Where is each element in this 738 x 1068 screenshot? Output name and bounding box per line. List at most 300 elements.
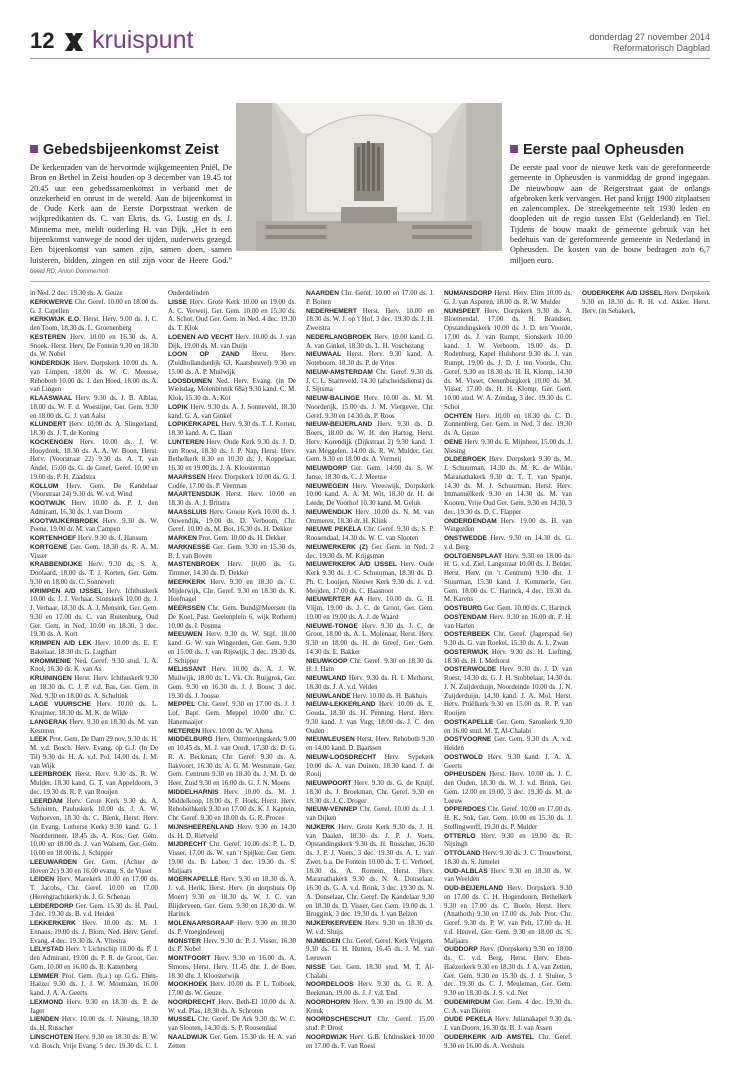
listing-services: Prot. Gem. 10.00 ds. H. Dekker bbox=[198, 535, 286, 542]
listing-entry bbox=[444, 614, 572, 632]
listing-entry bbox=[444, 999, 572, 1017]
listing-entry bbox=[444, 736, 572, 754]
listing-services: Ger. Gem. 15.30 ds. H. A. van Zetten bbox=[168, 1033, 296, 1050]
listing-services: Herv. Oude Kerk 9.30 ds. J. C. Schuurman, 18.30 ds. D. Ph. C. Looijen, Nieuwe Kerk 9.30 ds. J. v.d. Meijden, 17.00 ds. C. Haasnoot bbox=[306, 561, 434, 595]
listing-services: Herv. 9.30 ds. G. de Kruijf, 18.30 ds. J. Broekman, Chr. Geref. 9.30 en 18.30 ds. J. C. Droger bbox=[306, 780, 434, 805]
listing-services: Herv. Groote Kerk 10.00 ds. J. Ouwendijk, 19.00 ds. D. Verboom, Chr. Geref. 10.00 ds. M. Bot, 16.30 ds. H. Dekker bbox=[168, 508, 296, 534]
listing-place: NIEUWE PEKELA bbox=[306, 526, 362, 534]
listing-services: Herv. 9.30 ds. H. Liefting, 18.30 ds. H. I. Methorst bbox=[444, 648, 572, 665]
listing-entry bbox=[30, 561, 158, 587]
listing-services: Herv. 9.30 en 18.30 ds. W. van Weelden bbox=[444, 867, 572, 884]
listing-services: Herv. 't Lichtschip 10.00 ds. P. J. den Admirant, 19.00 ds. P. R. de Groot, Ger. Gem. 10.00 en 16.00 ds. R. Kattenberg bbox=[30, 946, 158, 971]
church-service-listings bbox=[30, 290, 710, 1052]
listing-place: LEIDEN bbox=[30, 876, 55, 884]
church-interior-photo-icon bbox=[236, 103, 502, 251]
listing-place: LEERDAM bbox=[30, 797, 63, 805]
listing-place: NIJKERKERVEEN bbox=[306, 920, 362, 927]
listing-services: Herv. Dorpskerk 9.30 ds. A. Bloemendal, 17.00 ds. H. Brandsen, Opstandingskerk 10.00 ds. J. D. ten Voorde, 17.00 ds. J. van Rumpt, Sionskerk 10.00 kand. J. W. Verboom, 19.00 ds. D. Rodenburg, Kapel Hulshorst 9.30 ds. J. van Rumpt, 19.00 ds. J. D. J. ten Voorde, Chr. Geref. 9.30 en 18.30 ds. H. H. Klomp, 14.30 ds. M. Visser, Oenenburgkerk 10.00 ds. M. Visser, 17.00 ds. H. H. Klomp, Ger. Gem. 10.00 stud. W. A. Zondag, 3 dec. 19.30 ds. C. Schot bbox=[444, 307, 572, 411]
listing-place: MEPPEL bbox=[168, 701, 196, 709]
listing-entry bbox=[306, 824, 434, 920]
listing-services: Chr. Geref. 10.00 en 17.00 ds. H. K. Sok, Ger. Gem. 10.00 en 15.30 ds. J. Stellingwerff, 19.30 ds. P. Mulder bbox=[444, 806, 572, 831]
listing-place: MAASSLUIS bbox=[168, 508, 207, 516]
listing-entry bbox=[582, 290, 710, 316]
listing-services: Herv. 10.00 en 18.30 ds. C. D. Zonnenberg, Ger. Gem. in Ned. 3 dec. 19.30 ds. A. Geuze bbox=[444, 412, 572, 437]
listing-entry bbox=[306, 658, 434, 676]
listing-place: ONSTWEDDE bbox=[444, 535, 487, 542]
listing-services: Herst. Herv. 9.00 ds. J. C. den Toom, 18.30 ds. L. Groenenberg bbox=[30, 316, 158, 332]
listing-place: NIEUWAAL bbox=[306, 351, 342, 359]
listing-entry bbox=[30, 771, 158, 797]
listing-entry bbox=[30, 334, 158, 360]
listing-place: OUD-BEIJERLAND bbox=[444, 885, 503, 892]
listing-entry bbox=[306, 701, 434, 736]
listing-services: Herst. Herv. (Zuidhollandsedijk 63, Kaatsheuvel) 9.30 en 15.00 ds. A. P. Muilwijk bbox=[168, 351, 296, 376]
listing-place: MEERKERK bbox=[168, 578, 206, 586]
listing-place: NIEUWE-TONGE bbox=[306, 622, 358, 630]
listing-place: KOOTWIJKERBROEK bbox=[30, 517, 99, 525]
listing-entry bbox=[168, 789, 296, 824]
listing-entry bbox=[444, 666, 572, 719]
listing-place: OTTERLO bbox=[444, 832, 476, 840]
listing-services: Herv. 10.00 ds. M. J. Ennaus, 19.00 ds. J. Blom, Ned. Herv. Geref. Evang. 4 dec. 19.30 ds. A. Vliestra bbox=[30, 920, 158, 945]
listing-entry bbox=[168, 404, 296, 422]
listing-entry bbox=[444, 413, 572, 439]
listing-place: OOSTWOLD bbox=[444, 753, 483, 761]
listing-place: KOOTWIJK bbox=[30, 500, 66, 507]
listing-entry bbox=[30, 946, 158, 972]
listing-services: Herv. 10.00 ds. A. Slingerland, 18.30 ds. J. T. de Koning bbox=[30, 421, 158, 437]
listing-entry bbox=[30, 1016, 158, 1034]
listing-place: LOPIK bbox=[168, 403, 189, 411]
listing-entry bbox=[30, 736, 158, 771]
listing-services: Herv. 9.30 en 19.00 ds. M. Kreuk bbox=[306, 998, 434, 1015]
listing-services: Chr. Geref. Geref. Kerk Vrijgem. 9.30 ds. G. H. Hutten, 16.45 ds. J. M. van Leeuwen bbox=[306, 937, 434, 962]
listing-services: Ned. Herv. Evang. (in De Wielsdag, Molenbinnik 68a) 9.30 kand. C. M. Klok, 15.30 ds. A. Kot bbox=[168, 377, 296, 402]
listing-entry bbox=[306, 623, 434, 658]
listing-entry bbox=[306, 369, 434, 395]
listing-services: Ger. Gem. 9.30 en 15.30 ds. B. J. van Boven bbox=[168, 543, 296, 560]
listing-entry bbox=[444, 1016, 572, 1034]
listing-place: NIEUWLAND bbox=[306, 675, 347, 682]
listing-services: Herv. 10.00 ds. J. W. Hooydonk, 18.30 ds. A. A. W. Boon, Herst. Herv. (Voorstraat 22) 9.30 ds. A. T. van Andel, 15.00 ds. G. de Greef, Geref. 10.00 en 19.00 ds. P. H. Zaadstra bbox=[30, 438, 158, 481]
listing-entry bbox=[30, 719, 158, 737]
listing-place: KLUNDERT bbox=[30, 421, 67, 429]
listing-services: Herv. 10.00 ds. P. J. den Admirant, 16.30 ds. J. van Doorn bbox=[30, 500, 158, 516]
article-body: De kerkenraden van de hervormde wijkgemeenten Pniël, De Bron en Bethel in Zeist houden op 3 december van 19.45 tot 20.45 uur een gebedssamenkomst in verband met de onzekerheid en onrust in de wereld. Aan de bijeenkomst in de Oude Kerk aan de Eerste Dorpsstraat werken de wijkpredikanten ds. C. van Ekris, ds. G. Lustig en ds. J. Minnema mee, meldt ouderling H. van Dijk. „Het is een bijeenkomst vanwege de nood der tijden, ouderwets gezegd. Een bijeenkomst van samen zijn, samen doen, samen luisteren, bidden, zingen en stil zijn voor de Heere God.” beeld RD, Anton Dommerholt bbox=[30, 163, 232, 275]
listing-services: Chr. Geref. 9.30 en 17.00 ds. J. J. Lof, Bapt. Gem. Meppel 10.00 dhr. C. Hanemaaijer bbox=[168, 701, 296, 726]
listing-entry bbox=[306, 421, 434, 465]
listing-services: Ger. Gem. (Achter de Hoven 2c) 9.30 en 16.00 evang. S. de Visser bbox=[30, 858, 158, 875]
listing-services: Herv. Dorpskerk 10.00 ds. G. J. Codée, 17.00 ds. P. Veerman bbox=[168, 473, 296, 490]
listing-services: Herv. 10.00 ds. L. Kruijmer, 18.30 ds. M. K. de Wilde bbox=[30, 701, 158, 717]
listing-place: MARKEN bbox=[168, 535, 197, 542]
article-gebedsbijeenkomst bbox=[30, 142, 232, 310]
listing-entry bbox=[30, 316, 158, 334]
listing-services: Chr. Geref. 9.30 en 18.30 ds. H. J. Ham bbox=[306, 657, 434, 674]
listing-entry bbox=[444, 885, 572, 946]
listing-services: Herv. 9.30 en 14.30 ds. H. D. Rietveld bbox=[168, 823, 296, 840]
listing-place: OUD-ALBLAS bbox=[444, 867, 488, 875]
listing-entry bbox=[30, 876, 158, 902]
section-divider bbox=[30, 281, 710, 282]
listing-place: NOORDELOOS bbox=[306, 981, 354, 989]
listing-place: LEEK bbox=[30, 736, 48, 744]
listing-place: NAARDEN bbox=[306, 290, 339, 297]
listing-entry bbox=[168, 1034, 296, 1052]
listing-place: MEEUWEN bbox=[168, 631, 203, 639]
listing-services: Herv. 9.30 ds. J. B. Alblas, 18.00 ds. W. F. d. Woestijne, Ger. Gem. 9.30 en 18.00 ds. G. J. van Aalst bbox=[30, 395, 158, 420]
listing-services: Herst. Herv. Ichthuskerk 9.30 en 18.30 ds. C. J. P. v.d. Bas, Ger. Gem. in Ned. 9.30 en 18.00 ds. A. Schultink bbox=[30, 675, 158, 700]
listing-services: Chr. Geref. 10.00 en 17.00 ds. J. P. Boiten bbox=[306, 290, 434, 306]
listing-services: Herv. Ontmoetingskerk 9.00 en 10.45 ds. M. J. van Oordt, 17.30 ds. D. G. R. A. Beckman, Chr. Geref. 9.30 ds. A. Ilakvoort, 16.30 ds. A. G. M. Weststrate, Ger. Gem. Centrum 9.30 en 18.30 ds. J. M. D. de Heer, Zuid 9.30 en 16.00 ds. G. J. N. Moens bbox=[168, 736, 296, 787]
listing-services: Herv. 9.30 en 18.00 ds. H. G. v.d. Ziel, Langstraat 10.00 ds. J. Belder, Herst. Herv. (in 't Centrum) 9.30 dhr. J. Stuurman, 15.30 kand. J. Kommerie, Ger. Gem. 18.00 ds. C. Harinck, 4 dec. 19.30 ds. M. Karens bbox=[444, 552, 572, 604]
listing-services: Herv. Ichthuskerk 10.00 ds. J. J. Verhaar, Sionskerk 10.00 ds. J. J. Verhaar, 18.30 ds. A. J. Mensink, Ger. Gem. 9.30 en 17.00 ds. C. van Ruitenburg, Oud Ger. Gem. in Ned. 10.00 en 18.30, 3 dec. 19.30 ds. A. Kort bbox=[30, 587, 158, 639]
listing-entry bbox=[444, 946, 572, 999]
listing-place: OPPERDOES bbox=[444, 806, 486, 814]
listing-entry bbox=[306, 526, 434, 544]
church-interior-photo bbox=[236, 103, 502, 251]
photo-credit: beeld RD, Anton Dommerholt bbox=[30, 268, 109, 275]
listing-entry bbox=[306, 465, 434, 483]
listing-services: Herv. Gem. De Kandelaar (Voorstraat 24) 9.30 ds. W. v.d. Wind bbox=[30, 482, 158, 499]
listing-services: Herv. 9.30 ds. J. D. van Roest, 14.30 ds. G. J. H. Stobbelaar, 14.30 ds. J. N. Zuijderduijn, Noordeinde 10.00 ds. J. N. Zuijderduijn, 14.30 kand. J. A. Mol, Herst. Herv. Pniëlkerk 9.30 en 15.00 ds. R. P. van Rooijen bbox=[444, 666, 572, 717]
listing-entry bbox=[30, 544, 158, 562]
listing-entry bbox=[306, 395, 434, 421]
listing-entry bbox=[168, 736, 296, 789]
listing-services: Herv. 9.30 ds. J. Hansum bbox=[77, 535, 148, 542]
listing-services: Chr. Geref. 10.00 ds. P. L. D. Visser, 17.00 ds. W. van 't Spijker, Ger. Gem. 19.00 ds. B. Labee, 3 dec. 19.30 ds. S. Maljaars bbox=[168, 841, 296, 875]
listing-services: Herv. 10.00 ds. G. Timmer, 14.30 ds. D. Dekker bbox=[168, 561, 296, 577]
listing-place: LOENEN A/D VECHT bbox=[168, 333, 234, 341]
listing-place: OUDEMIRDUM bbox=[444, 998, 491, 1006]
bullet-square-icon bbox=[30, 145, 38, 153]
listing-services: Herv. 9.30 en 16.00 dr. P. H. van Harten bbox=[444, 613, 572, 630]
listing-place: KROMMENIE bbox=[30, 657, 72, 665]
listing-services: Herv. 9.30 en 18.30 ds. M. van Kesteren bbox=[30, 718, 158, 735]
listing-place: MONSTER bbox=[168, 937, 201, 945]
listing-services: Herv. Grote Kerk 9.30 ds. J. H. van Daalen, 18.30 ds. J. P. J. Voets, Opstandingskerk 9.30 ds. H. Russcher, 16.30 ds. J. P. J. Voets, 3 dec. 19.30 ds. A. L. van Zwet, b.a. De Fontein 10.00 ds. T. C. Verhoef, 18.30 ds. A. Romein, Herst. Herv. Maranathakerk 9.30 ds. N. A. Donselaar, 16.30 ds. G. A. v.d. Brink, 3 dec. 19.30 ds. N. A. Donselaar, Chr. Geref. De Kandelaar 9.30 en 18.30 ds. D. Visser, Ger. Gem. 19.00 ds. J. Bruggink, 3 dec. 19.30 ds. J. van Belzen bbox=[306, 823, 434, 919]
listing-entry bbox=[30, 588, 158, 641]
listing-place: MARKNESSE bbox=[168, 543, 211, 551]
listing-place: OLDEBROEK bbox=[444, 456, 487, 464]
listing-services: Herv. Oude Kerk 9.30 ds. J. D. van Roest, 18.30 ds. J. P. Nap, Herst. Herv. Bethelkerk 8.30 en 10.30 ds. J. Koppelaar, 16.30 en 19.00 ds. J. A. Kloosterman bbox=[168, 438, 296, 472]
listing-services: Herv. 9.30 en 18.30 ds. A. J. v.d. Herik, Herst. Herv. (in dorpshuis Op Moerr) 9.30 en 18.30 ds. W. J. C. van Blijderveen, Ger. Gem. 9.30 en 18.30 ds. W. Harinck bbox=[168, 876, 296, 919]
listing-entry bbox=[444, 518, 572, 536]
listing-place: NUNSPEET bbox=[444, 307, 480, 315]
listing-services: Herv. 9.30 ds. J. C. Trouwborst, 18.30 ds. S. Jumelet bbox=[444, 850, 572, 866]
listing-services: Herv. 10.00 ds. J. van Dijk, 19.00 ds. M. van Duijn bbox=[168, 333, 296, 350]
article-eerste-paal bbox=[510, 142, 710, 310]
listing-entry bbox=[168, 535, 296, 544]
listing-services: Herv. 9.30 ds. H. I. Methorst, 18.30 ds. J. A. v.d. Velden bbox=[306, 675, 434, 691]
listing-entry bbox=[168, 299, 296, 334]
listing-place: KRIMPEN A/D IJSSEL bbox=[30, 587, 103, 595]
listing-place: OOSTENDAM bbox=[444, 613, 487, 621]
listing-entry bbox=[168, 999, 296, 1017]
listing-place: NIEUW-LEKKERLAND bbox=[306, 701, 376, 709]
listing-entry bbox=[306, 806, 434, 824]
listing-entry bbox=[444, 1034, 572, 1052]
listing-entry bbox=[30, 658, 158, 676]
listing-entry bbox=[168, 561, 296, 579]
listing-place: NEDERLANGBROEK bbox=[306, 333, 372, 341]
listing-entry bbox=[168, 351, 296, 377]
listing-place: KOCKENGEN bbox=[30, 438, 73, 446]
listing-services: Chr. Geref. De Ark 9.30 ds. W. C. van Slooten, 14.30 ds. S. P. Roosendaal bbox=[168, 1016, 296, 1032]
listing-entry bbox=[444, 850, 572, 868]
listing-entry bbox=[444, 631, 572, 649]
listing-services: Herv. Beth-El 10.00 ds. A. W. v.d. Plas, 18.30 ds. A. Schroten bbox=[168, 998, 296, 1015]
listing-place: NIEUW-LOOSDRECHT bbox=[306, 753, 377, 761]
listing-place: OTTOLAND bbox=[444, 850, 481, 857]
listing-services: Chr. Geref. 10.00 en 18.00 ds. G. J. Capellen bbox=[30, 298, 158, 315]
listing-place: KRABBENDIJKE bbox=[30, 561, 83, 569]
listing-services: Herv. (Dorpskerk) 9.30 en 18.00 ds. C. v.d. Berg, Herst. Herv. Eben-Haëzerkerk 9.30 en 18.30 ds. J. A. van Zetten, Ger. Gem. 9.30 en 15.30 ds. J. J. Sluiter, 3 dec. 19.30 ds. C. J. Meuleman, Ger. Gem. 9.30 en 18.30 ds. J. S. v.d. Net bbox=[444, 946, 572, 997]
listing-services: Herv. 9.30 kand. J. A. A. Geerts bbox=[444, 753, 572, 770]
listing-entry bbox=[306, 754, 434, 780]
listing-place: OOSTERBEEK bbox=[444, 631, 491, 639]
bullet-square-icon bbox=[510, 145, 518, 153]
listing-place: NISSE bbox=[306, 963, 326, 971]
listing-services: Chr. Geref. 9.30 ds. S. P. Roosendaal, 14.30 ds. W. C. van Slooten bbox=[306, 526, 434, 542]
listing-services: Ger. Gem. 18.30 stud. M. T. Al-Chalabi bbox=[306, 963, 434, 980]
listing-place: KOLLUM bbox=[30, 482, 59, 490]
listing-entry bbox=[444, 535, 572, 553]
listing-entry bbox=[444, 649, 572, 667]
listing-services: Ger. Gem. 18.30 ds. R. A. M. Visser bbox=[30, 543, 158, 560]
listing-place: NOORDRECHT bbox=[168, 998, 216, 1006]
listing-place: NIEUWERKERK A/D IJSSEL bbox=[306, 561, 397, 569]
page-number: 12 bbox=[30, 28, 55, 53]
listing-services: Herv. 10.00 ds. M. J. Middelkoop, 18.00 ds. F. Hoek, Herst. Herv. Rehobothkerk 9.30 en 17.00 ds. K. J. Kaptein, Chr. Geref. 9.30 en 18.00 ds. G. R. Procee bbox=[168, 788, 296, 822]
listing-entry bbox=[306, 920, 434, 938]
listing-entry bbox=[168, 631, 296, 666]
listing-entry bbox=[306, 675, 434, 693]
cross-logo-icon bbox=[62, 30, 86, 54]
listing-entry bbox=[30, 421, 158, 439]
listing-services: Herst. Herv. 10.00 en 18.30 ds. W. J. op 't Hof, 3 dec. 19.30 ds. J. H. Zweistra bbox=[306, 307, 434, 332]
listing-place: ONDERDENDAM bbox=[444, 517, 497, 525]
listing-entry bbox=[444, 439, 572, 457]
listing-entry bbox=[168, 981, 296, 999]
listing-entry bbox=[306, 964, 434, 982]
listing-place: LOOSDUINEN bbox=[168, 377, 212, 385]
listing-entry bbox=[168, 876, 296, 920]
listing-services: Herst. Herv. 9.30 kand. A. Noteboom, 18.30 ds. P. de Vries bbox=[306, 351, 434, 367]
listing-place: MOERKAPELLE bbox=[168, 876, 219, 884]
listing-place: OUDDORP bbox=[444, 946, 478, 954]
listing-place: OUDERKERK A/D AMSTEL bbox=[444, 1033, 534, 1041]
listing-services: Ger. Gem. 4 dec. 19.30 ds. C. A. van Dieren bbox=[444, 998, 572, 1015]
listing-services: Herv. Julianakapel 9.30 ds. J. van Doorn, 16.30 ds. B. J. van Assen bbox=[444, 1016, 572, 1032]
listing-entry bbox=[168, 728, 296, 737]
listing-services: Herv. 19.00 ds. H. van Wingerden bbox=[444, 517, 572, 534]
listing-entry bbox=[168, 509, 296, 535]
listing-services: Chr. Geref. 10.00 ds. J. J. van Dijken bbox=[306, 806, 434, 822]
listing-entry bbox=[306, 981, 434, 999]
listing-services: Chr. Geref. (Jagerspad 6e) 9.30 ds. G. van Roekel, 15.30 ds. A. L. Zwan bbox=[444, 631, 572, 647]
listing-entry bbox=[444, 308, 572, 413]
listing-services: Herst. Herv. 10.00 ds. J. C. den Ouden, 18.30 ds. W. J. v.d. Brink, Ger. Gem. 12.00 en 19.00, 3 dec. 19.30 ds. M. de Leeuw bbox=[444, 771, 572, 805]
listing-entry bbox=[444, 771, 572, 806]
listing-place: LOPIKERKAPEL bbox=[168, 421, 220, 429]
listing-entry bbox=[30, 903, 158, 921]
listing-entry bbox=[168, 955, 296, 981]
listing-services: Herv. 9.30 ds. W. Peene, 19.00 dr. M. van Campen bbox=[30, 517, 158, 534]
listing-place: MAARTENSDIJK bbox=[168, 491, 221, 499]
listing-entry bbox=[30, 999, 158, 1017]
listing-entry bbox=[306, 1034, 434, 1052]
listing-place: LIENDEN bbox=[30, 1016, 59, 1024]
listing-place: NIEUWEGEIN bbox=[306, 482, 349, 490]
listing-entry bbox=[306, 483, 434, 509]
listing-services: Herv. 9.30 dr. P. J. Visser, 16.30 ds. P. Nobel bbox=[168, 937, 296, 954]
listing-entry bbox=[444, 553, 572, 606]
listing-entry bbox=[30, 798, 158, 859]
listing-place: KINDERDIJK bbox=[30, 360, 71, 367]
listing-entry bbox=[306, 351, 434, 369]
listing-place: MAARSSEN bbox=[168, 473, 206, 481]
listing-place: LOON OP ZAND bbox=[168, 351, 240, 359]
listing-place: NOORDSCHESCHUT bbox=[306, 1016, 372, 1024]
listing-place: LEKKERKERK bbox=[30, 920, 76, 927]
listing-entry bbox=[168, 334, 296, 352]
listing-entry bbox=[306, 561, 434, 596]
listing-services: Herv. Marekerk 10.00 en 17.00 ds. T. Jacobs, Chr. Geref. 10.00 en 17.00 (Herengrachtkerk) ds. J. G. Schenau bbox=[30, 876, 158, 901]
listing-entry bbox=[306, 308, 434, 334]
listing-services: Herv. Grote Kerk 9.30 ds. A. Schreiten, Pauluskerk 10.00 ds. J. A. W. Verhoeven, 18.30 ds. C. Blenk, Herst. Herv. (in Evang. Lutherse Kerk) 9.30 kand. G. J. Noordermeer, 18.45 ds. A. Kos, Ger. Gem. 10.00 en 18.00 ds. J. van Walsem, Ger. Gem. 10.00 en 18.00 ds. J. Schipper bbox=[30, 797, 158, 857]
listing-place: MIDDELHARNIS bbox=[168, 788, 219, 796]
listing-services: Chr. Geref. 9.30 ds. J. C. L. Starreveld, 14.30 (afscheidsdienst) ds. J. Sijtsma bbox=[306, 368, 434, 394]
listing-entry bbox=[30, 439, 158, 483]
listing-place: NIEUWENDIJK bbox=[306, 508, 353, 516]
listing-services: Herv. 9.30 ds. G. R. A. Beekman, 19.00 ds. J. J. v.d. End bbox=[306, 981, 435, 997]
listing-services: Herv. 10.00 ds. W. Altena bbox=[201, 727, 273, 735]
listing-services: Chr. Geref. 9.30 en 16.00 ds. A. Vershuis bbox=[444, 1033, 572, 1050]
listing-entry bbox=[444, 754, 572, 772]
listing-place: OUDERKERK A/D IJSSEL bbox=[582, 290, 663, 297]
listing-entry bbox=[168, 841, 296, 876]
listing-entry bbox=[168, 824, 296, 842]
listing-services: Ger. Gem. 14.00 ds. S. W. Janse, 18.30 ds. C. J. Meeuse bbox=[306, 465, 434, 481]
listing-entry bbox=[306, 544, 434, 562]
listing-entry bbox=[30, 920, 158, 946]
listing-place: OOSTVOORNE bbox=[444, 736, 492, 744]
listing-services: Ger. Gem. 10.00 ds. C. Harinck bbox=[483, 605, 572, 612]
listing-place: LAGE VUURSCHE bbox=[30, 701, 92, 709]
listing-services: Herv. 10.00 ds. E. F. Bakelaar, 18.30 ds. G. Lugthart bbox=[30, 640, 158, 656]
listing-services: Herv. 9.30 ds. T. J. Korten, 18.30 kand. A. C. Ilaan bbox=[168, 421, 296, 437]
listing-place: OOSTKAPELLE bbox=[444, 718, 494, 726]
listing-services: Herv. 10.00 en 16.30 ds. A. Snoek. Herst. Herv. De Fontein 9.30 en 18.30 ds. W. Nobel bbox=[30, 333, 158, 359]
listing-services: Prot. Gem. De Dam 29 nov. 9.30 ds. H. M. v.d. Bosch. Herv. Evang. op G.J. (In De Til) 9.30 ds. H. A. v.d. Pol, 14.00 ds. J. M. van Wijk bbox=[30, 736, 158, 770]
listing-entry bbox=[444, 456, 572, 517]
listing-entry bbox=[30, 859, 158, 877]
listing-entry bbox=[168, 491, 296, 509]
listing-services: Herst. Herv. 9.30 ds. R. W. Mulder, 18.30 kand. G. T. van Appeldoorn, 3 dec. 19.30 ds. R. P. van Rooijen bbox=[30, 771, 158, 796]
listing-services: Herv. Sypekerk 10.00 ds. A. van Duinen, 18.30 kand. J. de Rooij bbox=[306, 753, 434, 779]
listing-services: Herst. Herv. Rehoboth 9.30 en 14.00 kand. D. Baarssen bbox=[306, 736, 434, 752]
listing-entry bbox=[306, 938, 434, 964]
listing-entry bbox=[306, 693, 434, 702]
listing-entry bbox=[30, 518, 158, 536]
article-title: Gebedsbijeenkomst Zeist bbox=[30, 142, 232, 158]
listing-place: NIEUW-VENNEP bbox=[306, 806, 358, 814]
listing-entry bbox=[168, 579, 296, 605]
listing-services: Herv. Dorpskerk 10.00 ds. A. van Limpen, 18.00 ds. W. C. Meeuse, Rehoboth 10.00 ds. J. den Hoed, 18.00 ds. A. van Lingen bbox=[30, 360, 158, 394]
listing-services: Herv. Grote Kerk 10.00 en 19.00 ds. A. C. Verweij. Ger. Gem. 10.00 en 15.30 ds. A. Schot, Oud Ger. Gem. in Ned. 4 dec. 19.30 ds. T. Klok bbox=[168, 298, 296, 332]
listing-place: NIEUWERKERK (Z) bbox=[306, 543, 368, 551]
listing-place: NIJMEGEN bbox=[306, 937, 341, 945]
listing-place: LELYSTAD bbox=[30, 946, 64, 954]
listing-entry bbox=[30, 299, 158, 317]
listing-services: Herv. 9.30 ds. J. C. de Groot, 18.00 ds. A. L. Molenaar, Herst. Herv. 9.30 en 18.00 ds. H. de Greef, Ger. Gem. 14.30 ds. E. Bakker bbox=[306, 622, 434, 656]
listing-place: OPHEUSDEN bbox=[444, 771, 486, 779]
listing-place: NEDERHEMERT bbox=[306, 307, 357, 315]
listing-services: Herv. 10.00 ds. A. J. W. Muilwijk, 18.00 ds. L. Vk. Ch. Ruijgrok, Ger. Gem. 9.30 en 16.30 ds. J. J. Bouw, 3 dec. 19.30 ds. J. Joosse bbox=[168, 666, 296, 700]
listing-place: NIEUW-BEIJERLAND bbox=[306, 421, 373, 429]
listing-entry bbox=[168, 378, 296, 404]
listing-services: Herv. 10.00 ds. G. H. Vlijm, 19.00 ds. J. C. de Groot, Ger. Gem. 10.00 en 19.00 ds. A. J. de Waard bbox=[306, 596, 434, 621]
listing-place: NAALDWIJK bbox=[168, 1033, 208, 1041]
listing-services: Herv. 9.30 ds. W. Stijf, 18.00 kand. G. W. van Wingerden, Ger. Gem. 9.30 en 15.00 ds. J. van Rijswijk, 3 dec. 19.30 ds. J. Schipper bbox=[168, 631, 296, 665]
listing-entry bbox=[30, 675, 158, 701]
listing-entry bbox=[306, 999, 434, 1017]
listing-services: Herv. 10.00 ds. H. Bakhuis bbox=[352, 692, 428, 700]
listing-services: Ger. Gem. 15.30 ds. H. Paul, 3 dec. 19.30 ds. B. v.d. Heiden bbox=[30, 902, 158, 919]
listing-entry bbox=[30, 360, 158, 395]
listing-services: Herv. Dorpskerk 9.30 ds. M. J. Schuurman, 14.30 ds. M. K. de Wilde, Maranathakerk 9.30 dr. T. T. van Spanje, 14.30 ds. M. J. Schuurman, Herst. Herv. Immanuëlkerk 9.30 en 14.30 ds. M. van Kooten, Vrije Oud Ger. Gem. 9.30 en 14.30, 3 dec. 19.30 ds. D. C. Flapper bbox=[444, 456, 572, 516]
listing-place: LEMMER bbox=[30, 972, 59, 980]
listing-entry bbox=[30, 483, 158, 501]
listing-entry bbox=[30, 701, 158, 719]
listing-services: Ger. Gem. Saronkerk 9.30 en 16.00 stud. M. T. Al-Chalabi bbox=[444, 718, 572, 735]
listing-place: KLAASWAAL bbox=[30, 395, 73, 402]
listing-services: Herv. 9.30 ds. S. A. Doolaard, 18.00 ds. T. J. Korten, Ger. Gem. 9.30 en 18.00 ds. C. Sonnevelt bbox=[30, 561, 158, 586]
listing-place: KRUININGEN bbox=[30, 675, 72, 682]
listing-services: Herv. Vreeswijk, Dorpskerk 10.00 kand. A. A. M. Wit, 18.30 dr. H. de Leede, De Voorhof 10.30 kand. M. Geluk bbox=[306, 482, 434, 507]
listing-place: NIEUWPOORT bbox=[306, 780, 352, 787]
listing-services: Herv. 10.00 ds. N. M. van Ommeren, 18.30 dr. H. Klink bbox=[306, 508, 434, 525]
section-title: kruispunt bbox=[92, 26, 194, 54]
listing-services: Herv. 9.30 en 18.30 ds. P. Vroegindeweij bbox=[168, 920, 296, 936]
listing-place: NOORDHORN bbox=[306, 998, 350, 1006]
listing-place: KRIMPEN A/D LEK bbox=[30, 640, 92, 647]
listing-entry bbox=[306, 509, 434, 527]
listing-services: Herv. 9.30 en 16.00 ds. A. Simons, Herst. Herv. 11.45 dhr. J. de Boer, 18.30 dhr. J. Kloosterwijk bbox=[168, 955, 296, 980]
issue-date: donderdag 27 november 2014 bbox=[589, 32, 710, 42]
listing-services: Herv. 9.30 en 18.30 ds. P. de Jager bbox=[30, 998, 158, 1015]
listing-entry bbox=[306, 780, 434, 806]
listing-place: OUDE PEKELA bbox=[444, 1016, 493, 1024]
listing-entry bbox=[168, 439, 296, 474]
listing-place: MOOKHOEK bbox=[168, 981, 208, 989]
listing-entry bbox=[444, 868, 572, 886]
listing-entry bbox=[444, 290, 572, 308]
listing-place: LEXMOND bbox=[30, 998, 63, 1006]
listing-services: Ger. Gem. in Ned. 2 dec. 19.30 ds. M. Krijgsman bbox=[306, 543, 434, 560]
listing-place: LEIDERDORP bbox=[30, 902, 74, 910]
listing-services: Herv. 9.30 ds. E. Mijnheer, 15.00 ds. J. Niesing bbox=[444, 438, 572, 455]
listing-entry bbox=[306, 290, 434, 308]
listing-place: NIEUWERTER AA bbox=[306, 596, 364, 604]
listing-services: Herv. 9.30 en 18.30 ds. B. W. v.d. Bosch, Vrije Evang. 5 dec. 19.30 ds. C. I. Onderdelinden bbox=[30, 290, 209, 1050]
listing-place: NIJKERK bbox=[306, 823, 335, 831]
listing-entry bbox=[30, 290, 158, 299]
page-header bbox=[30, 28, 710, 59]
listing-services: Herv. 9.30 en 14.30 ds. G. v.d. Berg bbox=[444, 535, 572, 551]
listing-services: Herv. 9.30 ds. D. Boers, 18.00 ds. W. H. den Hartog, Herst. Herv. Korendijk (Dijkstraat 2) 9.30 kand. J. van Meggelen, 14.00 ds. R. W. Mulder, Ger. Gem. 9.30 en 18.00 ds. A. Vermeij bbox=[306, 421, 434, 464]
